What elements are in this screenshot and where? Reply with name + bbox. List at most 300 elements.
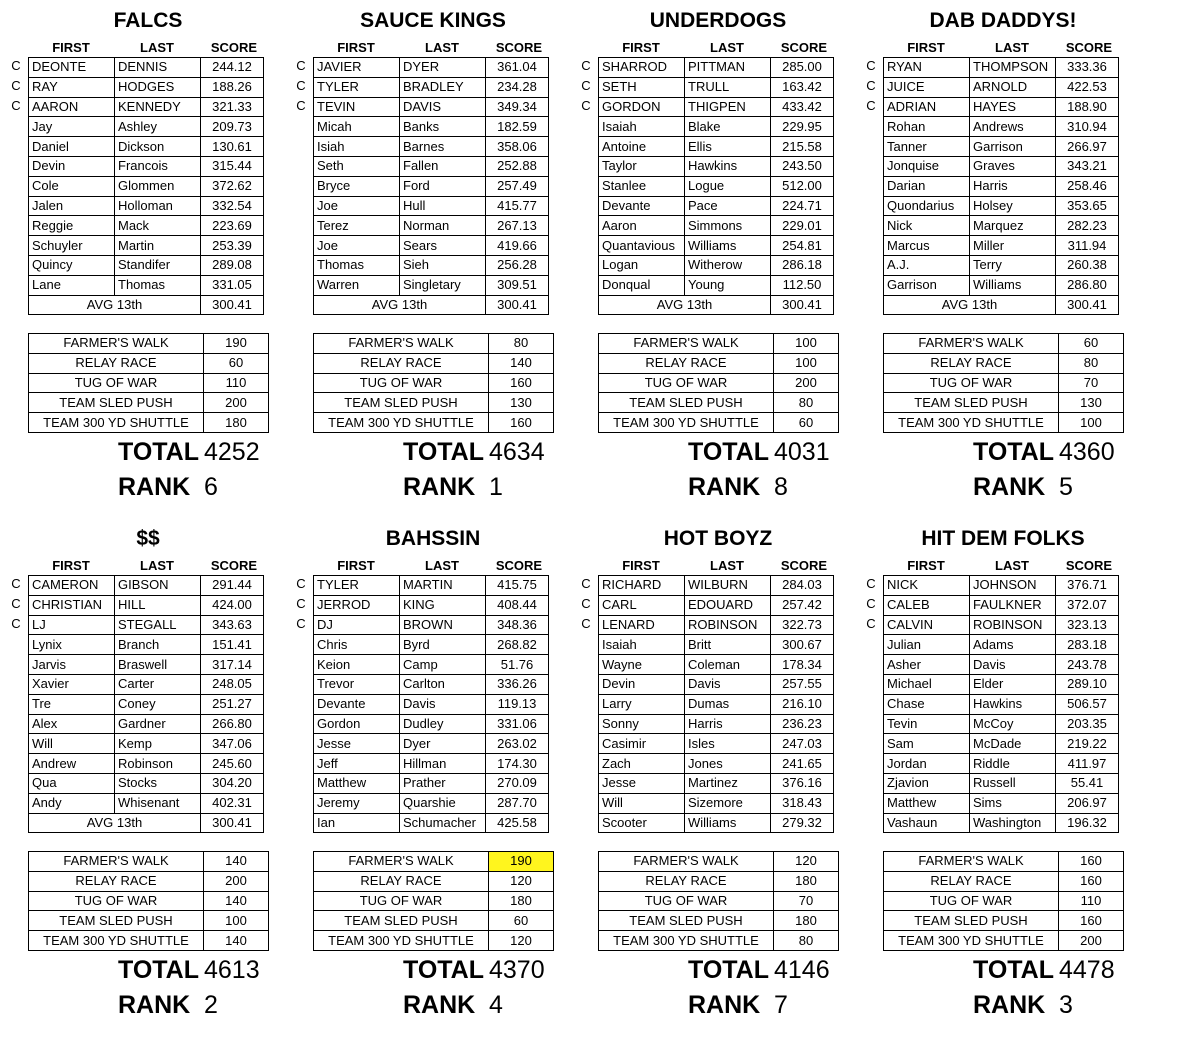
event-name-cell: FARMER'S WALK xyxy=(599,852,774,872)
last-name-cell: BROWN xyxy=(400,615,486,635)
last-name-cell: Logue xyxy=(685,176,771,196)
captain-mark: C xyxy=(581,97,591,113)
table-row xyxy=(599,97,834,117)
event-row xyxy=(599,373,839,393)
score-cell: 253.39 xyxy=(201,236,264,256)
last-name-cell: KENNEDY xyxy=(115,97,201,117)
header-last: LAST xyxy=(140,558,174,573)
table-row xyxy=(29,97,264,117)
score-cell: 402.31 xyxy=(201,793,264,813)
score-cell: 415.75 xyxy=(486,576,549,596)
last-name-cell: STEGALL xyxy=(115,615,201,635)
score-cell: 310.94 xyxy=(1056,117,1119,137)
roster-header xyxy=(883,556,1123,574)
last-name-cell: Terry xyxy=(970,255,1056,275)
event-name-cell: RELAY RACE xyxy=(884,871,1059,891)
event-name-cell: TEAM 300 YD SHUTTLE xyxy=(599,413,774,433)
captain-mark: C xyxy=(581,595,591,611)
table-row xyxy=(599,137,834,157)
roster-header xyxy=(313,556,553,574)
table-row xyxy=(314,635,549,655)
first-name-cell: Vashaun xyxy=(884,813,970,833)
first-name-cell: TEVIN xyxy=(314,97,400,117)
last-name-cell: DYER xyxy=(400,58,486,78)
last-name-cell: Garrison xyxy=(970,137,1056,157)
captain-mark: C xyxy=(581,615,591,631)
score-cell: 267.13 xyxy=(486,216,549,236)
team-name: BAHSSIN xyxy=(385,527,481,550)
table-row xyxy=(314,196,549,216)
table-row xyxy=(884,754,1119,774)
roster-table xyxy=(28,57,264,315)
events-table xyxy=(28,333,269,433)
roster-header xyxy=(598,38,838,56)
event-name-cell: TUG OF WAR xyxy=(29,373,204,393)
first-name-cell: TYLER xyxy=(314,576,400,596)
table-row xyxy=(314,58,549,78)
first-name-cell: CARL xyxy=(599,595,685,615)
total-value: 4252 xyxy=(204,438,260,466)
first-name-cell: Michael xyxy=(884,674,970,694)
last-name-cell: Davis xyxy=(685,674,771,694)
event-row xyxy=(884,393,1124,413)
event-row xyxy=(884,413,1124,433)
rank-value: 1 xyxy=(489,473,503,501)
last-name-cell: BRADLEY xyxy=(400,77,486,97)
avg-label-cell: AVG 13th xyxy=(29,295,201,315)
team-panel xyxy=(8,0,293,518)
last-name-cell: Camp xyxy=(400,655,486,675)
table-row xyxy=(29,635,264,655)
score-cell: 188.90 xyxy=(1056,97,1119,117)
last-name-cell: KING xyxy=(400,595,486,615)
last-name-cell: Jones xyxy=(685,754,771,774)
event-points-cell: 200 xyxy=(204,871,269,891)
table-row xyxy=(314,813,549,833)
event-row xyxy=(314,911,554,931)
event-row xyxy=(314,393,554,413)
score-cell: 318.43 xyxy=(771,793,834,813)
last-name-cell: Sizemore xyxy=(685,793,771,813)
event-points-cell: 60 xyxy=(1059,334,1124,354)
event-row xyxy=(29,373,269,393)
table-row xyxy=(599,714,834,734)
event-row xyxy=(314,353,554,373)
avg-row xyxy=(29,813,264,833)
event-row xyxy=(314,373,554,393)
team-panel xyxy=(8,518,293,1036)
table-row xyxy=(314,236,549,256)
first-name-cell: CHRISTIAN xyxy=(29,595,115,615)
table-row xyxy=(884,255,1119,275)
last-name-cell: Mack xyxy=(115,216,201,236)
event-name-cell: TEAM 300 YD SHUTTLE xyxy=(314,931,489,951)
score-cell: 112.50 xyxy=(771,275,834,295)
first-name-cell: Darian xyxy=(884,176,970,196)
table-row xyxy=(884,77,1119,97)
team-name: $$ xyxy=(136,527,160,550)
events-table xyxy=(313,333,554,433)
header-last: LAST xyxy=(710,40,744,55)
table-row xyxy=(884,117,1119,137)
avg-score-cell: 300.41 xyxy=(201,813,264,833)
event-points-cell: 140 xyxy=(204,931,269,951)
score-cell: 425.58 xyxy=(486,813,549,833)
first-name-cell: Will xyxy=(599,793,685,813)
event-points-cell: 180 xyxy=(774,911,839,931)
first-name-cell: Casimir xyxy=(599,734,685,754)
event-row xyxy=(29,393,269,413)
table-row xyxy=(599,595,834,615)
rank-line xyxy=(688,989,788,1021)
first-name-cell: Zach xyxy=(599,754,685,774)
score-cell: 331.05 xyxy=(201,275,264,295)
score-cell: 408.44 xyxy=(486,595,549,615)
first-name-cell: Wayne xyxy=(599,655,685,675)
first-name-cell: Quondarius xyxy=(884,196,970,216)
event-points-cell: 120 xyxy=(489,871,554,891)
score-cell: 512.00 xyxy=(771,176,834,196)
score-cell: 178.34 xyxy=(771,655,834,675)
event-name-cell: FARMER'S WALK xyxy=(884,334,1059,354)
score-cell: 506.57 xyxy=(1056,694,1119,714)
rank-value: 7 xyxy=(774,991,788,1019)
captain-mark: C xyxy=(11,576,21,591)
last-name-cell: Blake xyxy=(685,117,771,137)
first-name-cell: Cole xyxy=(29,176,115,196)
total-label: TOTAL xyxy=(688,438,770,466)
header-first: FIRST xyxy=(907,40,945,55)
event-row xyxy=(599,353,839,373)
first-name-cell: Schuyler xyxy=(29,236,115,256)
header-last: LAST xyxy=(425,558,459,573)
captain-mark: C xyxy=(11,58,21,73)
header-score: SCORE xyxy=(495,40,543,55)
event-row xyxy=(599,393,839,413)
event-points-cell: 190 xyxy=(489,852,554,872)
avg-score-cell: 300.41 xyxy=(1056,295,1119,315)
table-row xyxy=(314,793,549,813)
last-name-cell: Hillman xyxy=(400,754,486,774)
total-value: 4146 xyxy=(774,956,830,984)
table-row xyxy=(314,97,549,117)
first-name-cell: RAY xyxy=(29,77,115,97)
score-cell: 51.76 xyxy=(486,655,549,675)
event-name-cell: TUG OF WAR xyxy=(884,891,1059,911)
avg-row xyxy=(884,295,1119,315)
table-row xyxy=(29,694,264,714)
score-cell: 174.30 xyxy=(486,754,549,774)
avg-row xyxy=(599,295,834,315)
table-row xyxy=(314,615,549,635)
score-cell: 422.53 xyxy=(1056,77,1119,97)
table-row xyxy=(314,674,549,694)
table-row xyxy=(599,196,834,216)
event-points-cell: 160 xyxy=(489,373,554,393)
table-row xyxy=(884,714,1119,734)
first-name-cell: Devin xyxy=(29,156,115,176)
team-name: DAB DADDYS! xyxy=(929,9,1077,32)
last-name-cell: Gardner xyxy=(115,714,201,734)
table-row xyxy=(29,275,264,295)
first-name-cell: Keion xyxy=(314,655,400,675)
first-name-cell: Stanlee xyxy=(599,176,685,196)
table-row xyxy=(884,176,1119,196)
table-row xyxy=(599,117,834,137)
first-name-cell: Andy xyxy=(29,793,115,813)
total-line xyxy=(403,954,545,986)
header-score: SCORE xyxy=(210,40,258,55)
last-name-cell: Fallen xyxy=(400,156,486,176)
table-row xyxy=(29,793,264,813)
captain-mark: C xyxy=(11,595,21,611)
score-cell: 268.82 xyxy=(486,635,549,655)
last-name-cell: Andrews xyxy=(970,117,1056,137)
first-name-cell: Aaron xyxy=(599,216,685,236)
rank-label: RANK xyxy=(688,473,761,501)
table-row xyxy=(314,137,549,157)
first-name-cell: CALVIN xyxy=(884,615,970,635)
score-cell: 289.10 xyxy=(1056,674,1119,694)
rank-label: RANK xyxy=(403,991,476,1019)
last-name-cell: GIBSON xyxy=(115,576,201,596)
first-name-cell: Thomas xyxy=(314,255,400,275)
last-name-cell: Russell xyxy=(970,773,1056,793)
rank-line xyxy=(973,471,1073,503)
last-name-cell: Ford xyxy=(400,176,486,196)
captain-mark: C xyxy=(296,97,306,113)
event-name-cell: TUG OF WAR xyxy=(599,891,774,911)
last-name-cell: McDade xyxy=(970,734,1056,754)
first-name-cell: Donqual xyxy=(599,275,685,295)
table-row xyxy=(29,156,264,176)
event-points-cell: 70 xyxy=(1059,373,1124,393)
first-name-cell: Jesse xyxy=(314,734,400,754)
first-name-cell: Isiah xyxy=(314,137,400,157)
first-name-cell: Terez xyxy=(314,216,400,236)
table-row xyxy=(599,255,834,275)
captain-mark: C xyxy=(11,97,21,113)
score-cell: 289.08 xyxy=(201,255,264,275)
last-name-cell: Standifer xyxy=(115,255,201,275)
table-row xyxy=(314,655,549,675)
last-name-cell: THOMPSON xyxy=(970,58,1056,78)
total-line xyxy=(118,954,260,986)
event-name-cell: TUG OF WAR xyxy=(884,373,1059,393)
event-row xyxy=(29,413,269,433)
score-cell: 236.23 xyxy=(771,714,834,734)
first-name-cell: Devin xyxy=(599,674,685,694)
header-first: FIRST xyxy=(52,558,90,573)
last-name-cell: ARNOLD xyxy=(970,77,1056,97)
captain-mark: C xyxy=(866,77,876,93)
table-row xyxy=(599,813,834,833)
last-name-cell: Williams xyxy=(970,275,1056,295)
event-row xyxy=(884,911,1124,931)
last-name-cell: Martin xyxy=(115,236,201,256)
score-cell: 241.65 xyxy=(771,754,834,774)
roster-table xyxy=(598,575,834,833)
first-name-cell: Lane xyxy=(29,275,115,295)
first-name-cell: Bryce xyxy=(314,176,400,196)
captain-mark: C xyxy=(581,576,591,591)
last-name-cell: JOHNSON xyxy=(970,576,1056,596)
first-name-cell: Jarvis xyxy=(29,655,115,675)
event-name-cell: TEAM SLED PUSH xyxy=(314,393,489,413)
event-row xyxy=(599,413,839,433)
score-cell: 284.03 xyxy=(771,576,834,596)
event-name-cell: TEAM SLED PUSH xyxy=(599,393,774,413)
score-cell: 243.50 xyxy=(771,156,834,176)
table-row xyxy=(884,655,1119,675)
table-row xyxy=(314,176,549,196)
event-points-cell: 110 xyxy=(1059,891,1124,911)
event-name-cell: RELAY RACE xyxy=(599,353,774,373)
header-first: FIRST xyxy=(907,558,945,573)
event-name-cell: TEAM 300 YD SHUTTLE xyxy=(884,413,1059,433)
event-name-cell: TEAM 300 YD SHUTTLE xyxy=(314,413,489,433)
event-points-cell: 130 xyxy=(1059,393,1124,413)
table-row xyxy=(599,77,834,97)
first-name-cell: Zjavion xyxy=(884,773,970,793)
last-name-cell: Branch xyxy=(115,635,201,655)
table-row xyxy=(599,635,834,655)
last-name-cell: Riddle xyxy=(970,754,1056,774)
table-row xyxy=(599,655,834,675)
captain-mark: C xyxy=(866,97,876,113)
events-table xyxy=(883,333,1124,433)
event-row xyxy=(599,852,839,872)
table-row xyxy=(314,754,549,774)
table-row xyxy=(599,694,834,714)
first-name-cell: Jay xyxy=(29,117,115,137)
captain-mark: C xyxy=(296,595,306,611)
table-row xyxy=(599,773,834,793)
last-name-cell: Sieh xyxy=(400,255,486,275)
rank-label: RANK xyxy=(403,473,476,501)
last-name-cell: ROBINSON xyxy=(970,615,1056,635)
table-row xyxy=(29,595,264,615)
event-points-cell: 100 xyxy=(774,334,839,354)
avg-label-cell: AVG 13th xyxy=(314,295,486,315)
last-name-cell: Hawkins xyxy=(685,156,771,176)
header-last: LAST xyxy=(995,40,1029,55)
event-row xyxy=(314,871,554,891)
event-row xyxy=(314,413,554,433)
event-points-cell: 100 xyxy=(1059,413,1124,433)
event-points-cell: 140 xyxy=(204,891,269,911)
score-cell: 358.06 xyxy=(486,137,549,157)
last-name-cell: Pace xyxy=(685,196,771,216)
score-cell: 343.21 xyxy=(1056,156,1119,176)
team-panel xyxy=(578,518,863,1036)
avg-row xyxy=(29,295,264,315)
first-name-cell: Logan xyxy=(599,255,685,275)
score-cell: 248.05 xyxy=(201,674,264,694)
total-value: 4370 xyxy=(489,956,545,984)
avg-score-cell: 300.41 xyxy=(486,295,549,315)
table-row xyxy=(29,236,264,256)
score-cell: 349.34 xyxy=(486,97,549,117)
score-cell: 304.20 xyxy=(201,773,264,793)
first-name-cell: Chris xyxy=(314,635,400,655)
score-cell: 163.42 xyxy=(771,77,834,97)
first-name-cell: Daniel xyxy=(29,137,115,157)
roster-table xyxy=(883,575,1119,833)
last-name-cell: Williams xyxy=(685,236,771,256)
header-score: SCORE xyxy=(210,558,258,573)
avg-row xyxy=(314,295,549,315)
last-name-cell: Byrd xyxy=(400,635,486,655)
event-points-cell: 200 xyxy=(1059,931,1124,951)
header-score: SCORE xyxy=(1065,558,1113,573)
event-points-cell: 120 xyxy=(489,931,554,951)
last-name-cell: Washington xyxy=(970,813,1056,833)
roster-header xyxy=(598,556,838,574)
header-score: SCORE xyxy=(780,40,828,55)
rank-line xyxy=(118,471,218,503)
score-cell: 347.06 xyxy=(201,734,264,754)
last-name-cell: Harris xyxy=(970,176,1056,196)
events-table xyxy=(598,851,839,951)
event-points-cell: 60 xyxy=(774,413,839,433)
score-cell: 283.18 xyxy=(1056,635,1119,655)
event-row xyxy=(884,931,1124,951)
last-name-cell: Carlton xyxy=(400,674,486,694)
table-row xyxy=(29,77,264,97)
first-name-cell: LJ xyxy=(29,615,115,635)
table-row xyxy=(599,576,834,596)
score-cell: 257.42 xyxy=(771,595,834,615)
event-name-cell: TEAM SLED PUSH xyxy=(884,393,1059,413)
last-name-cell: Whisenant xyxy=(115,793,201,813)
score-cell: 245.60 xyxy=(201,754,264,774)
score-cell: 234.28 xyxy=(486,77,549,97)
event-points-cell: 190 xyxy=(204,334,269,354)
table-row xyxy=(884,793,1119,813)
score-cell: 315.44 xyxy=(201,156,264,176)
table-row xyxy=(884,773,1119,793)
score-cell: 332.54 xyxy=(201,196,264,216)
score-cell: 182.59 xyxy=(486,117,549,137)
last-name-cell: Banks xyxy=(400,117,486,137)
table-row xyxy=(29,674,264,694)
total-line xyxy=(688,954,830,986)
event-row xyxy=(314,891,554,911)
first-name-cell: Jordan xyxy=(884,754,970,774)
first-name-cell: Tre xyxy=(29,694,115,714)
total-value: 4360 xyxy=(1059,438,1115,466)
event-row xyxy=(599,931,839,951)
table-row xyxy=(884,275,1119,295)
roster-table xyxy=(28,575,264,833)
score-cell: 279.32 xyxy=(771,813,834,833)
event-points-cell: 120 xyxy=(774,852,839,872)
score-cell: 266.97 xyxy=(1056,137,1119,157)
score-cell: 216.10 xyxy=(771,694,834,714)
score-cell: 252.88 xyxy=(486,156,549,176)
table-row xyxy=(29,176,264,196)
score-cell: 376.16 xyxy=(771,773,834,793)
score-cell: 433.42 xyxy=(771,97,834,117)
score-cell: 256.28 xyxy=(486,255,549,275)
last-name-cell: Robinson xyxy=(115,754,201,774)
last-name-cell: Young xyxy=(685,275,771,295)
last-name-cell: THIGPEN xyxy=(685,97,771,117)
first-name-cell: LENARD xyxy=(599,615,685,635)
score-cell: 343.63 xyxy=(201,615,264,635)
first-name-cell: Reggie xyxy=(29,216,115,236)
